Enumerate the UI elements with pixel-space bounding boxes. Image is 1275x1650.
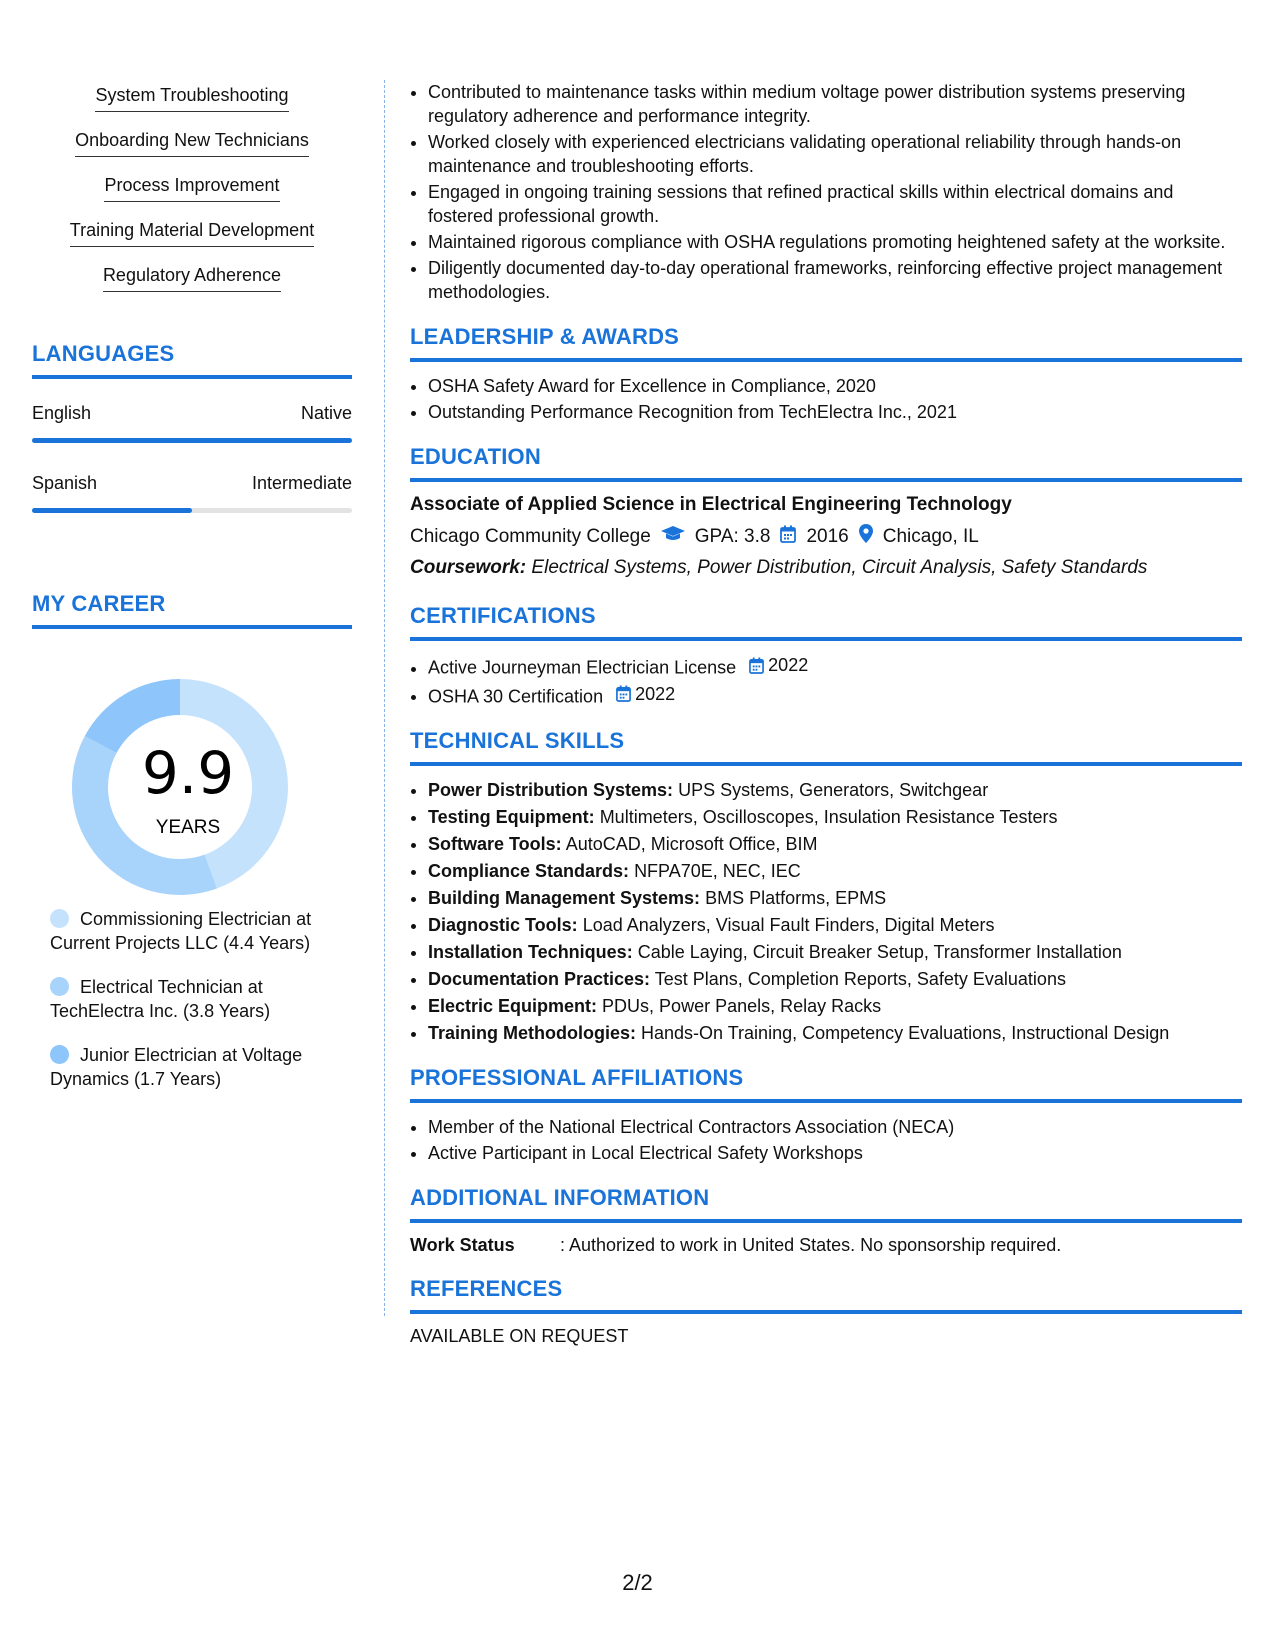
certifications-section — [410, 603, 1242, 708]
skill-values: NFPA70E, NEC, IEC — [634, 861, 801, 881]
language-bar-fill — [32, 438, 352, 443]
additional-info-title: ADDITIONAL INFORMATION — [410, 1185, 1242, 1223]
legend-dot — [50, 909, 69, 928]
calendar-icon — [780, 525, 796, 549]
certification-item — [428, 682, 1242, 709]
page-number: 2/2 — [622, 1570, 653, 1595]
skills-list — [32, 84, 352, 309]
language-bar — [32, 508, 352, 513]
technical-skills-section — [410, 728, 1242, 1045]
career-total-years: 9.9 — [141, 739, 235, 807]
legend-item — [50, 975, 330, 1023]
affiliations-section — [410, 1065, 1242, 1165]
calendar-icon — [616, 685, 631, 702]
certification-name: Active Journeyman Electrician License — [428, 657, 737, 678]
technical-skill-item — [428, 913, 1242, 937]
career-donut-chart — [32, 667, 352, 907]
technical-skill-item — [428, 940, 1242, 964]
awards-title: LEADERSHIP & AWARDS — [410, 324, 1242, 362]
certifications-title: CERTIFICATIONS — [410, 603, 1242, 641]
references-title: REFERENCES — [410, 1276, 1242, 1314]
award-item: • Outstanding Performance Recognition from TechElectra Inc., 2021 — [428, 400, 1242, 424]
certifications-list — [410, 653, 1242, 708]
skill-item: Process Improvement — [104, 174, 279, 202]
references-text: AVAILABLE ON REQUEST — [410, 1326, 629, 1346]
education-section — [410, 444, 1242, 579]
additional-info-section — [410, 1185, 1242, 1256]
skill-values: Multimeters, Oscilloscopes, Insulation Resistance Testers — [599, 807, 1058, 827]
affiliations-list — [410, 1115, 1242, 1165]
career-title: MY CAREER — [32, 591, 352, 629]
languages-title: LANGUAGES — [32, 341, 352, 379]
language-level: Intermediate — [251, 473, 352, 493]
references-section — [410, 1276, 1242, 1347]
skill-category: Diagnostic Tools: — [428, 915, 578, 935]
experience-bullet: • Engaged in ongoing training sessions that refined practical skills within electrical domains and fostered professional growth. — [428, 180, 1242, 228]
technical-skill-item — [428, 967, 1242, 991]
skill-values: Cable Laying, Circuit Breaker Setup, Transformer Installation — [637, 942, 1122, 962]
language-row — [32, 473, 352, 494]
legend-label: Electrical Technician at TechElectra Inc. (3.8 Years) — [50, 977, 271, 1021]
language-row — [32, 403, 352, 424]
certification-year: 2022 — [635, 683, 676, 704]
skill-values: Load Analyzers, Visual Fault Finders, Digital Meters — [582, 915, 995, 935]
skill-values: AutoCAD, Microsoft Office, BIM — [565, 834, 818, 854]
skill-category: Power Distribution Systems: — [428, 780, 674, 800]
language-bar — [32, 438, 352, 443]
skill-category: Training Methodologies: — [428, 1023, 636, 1043]
skill-item: Onboarding New Technicians — [75, 129, 309, 157]
career-legend — [32, 907, 352, 1091]
technical-skills-list — [410, 778, 1242, 1045]
skill-item: Training Material Development — [70, 219, 314, 247]
language-level: Native — [300, 403, 352, 423]
skill-category: Building Management Systems: — [428, 888, 701, 908]
left-column — [32, 84, 352, 1111]
affiliation-item: • Active Participant in Local Electrical Safety Workshops — [428, 1141, 1242, 1165]
skill-category: Software Tools: — [428, 834, 562, 854]
legend-item — [50, 907, 330, 955]
column-divider — [384, 80, 385, 1316]
legend-label: Junior Electrician at Voltage Dynamics (1.7 Years) — [50, 1045, 303, 1089]
technical-skill-item — [428, 994, 1242, 1018]
award-item: • OSHA Safety Award for Excellence in Compliance, 2020 — [428, 374, 1242, 398]
technical-skill-item — [428, 859, 1242, 883]
skill-category: Documentation Practices: — [428, 969, 651, 989]
certification-item — [428, 653, 1242, 680]
skill-category: Testing Equipment: — [428, 807, 595, 827]
education-location: Chicago, IL — [882, 525, 979, 547]
skill-values: UPS Systems, Generators, Switchgear — [678, 780, 989, 800]
skill-item: System Troubleshooting — [95, 84, 288, 112]
affiliation-item: • Member of the National Electrical Contractors Association (NECA) — [428, 1115, 1242, 1139]
technical-skills-title: TECHNICAL SKILLS — [410, 728, 1242, 766]
work-status-value: : Authorized to work in United States. No sponsorship required. — [560, 1235, 1062, 1255]
technical-skill-item — [428, 832, 1242, 856]
legend-dot — [50, 977, 69, 996]
experience-bullets — [410, 80, 1242, 304]
language-bar-fill — [32, 508, 192, 513]
legend-label: Commissioning Electrician at Current Projects LLC (4.4 Years) — [50, 909, 312, 953]
education-school: Chicago Community College — [410, 525, 651, 547]
education-coursework — [410, 557, 1242, 579]
coursework-label: Coursework: — [410, 557, 527, 578]
language-name: Spanish — [32, 473, 98, 493]
education-degree: Associate of Applied Science in Electrical Engineering Technology — [410, 494, 1012, 515]
skill-item: Regulatory Adherence — [103, 264, 281, 292]
experience-bullet: • Diligently documented day-to-day operational frameworks, reinforcing effective project management methodologies. — [428, 256, 1242, 304]
skill-values: Test Plans, Completion Reports, Safety Evaluations — [654, 969, 1066, 989]
affiliations-title: PROFESSIONAL AFFILIATIONS — [410, 1065, 1242, 1103]
awards-section — [410, 324, 1242, 424]
awards-list — [410, 374, 1242, 424]
skill-category: Electric Equipment: — [428, 996, 598, 1016]
experience-bullet: • Worked closely with experienced electricians validating operational reliability through hands-on maintenance and troubleshooting efforts. — [428, 130, 1242, 178]
certification-year: 2022 — [768, 655, 809, 675]
certification-name: OSHA 30 Certification — [428, 686, 604, 706]
calendar-icon — [749, 657, 764, 674]
career-section — [32, 591, 352, 1091]
legend-item — [50, 1043, 330, 1091]
work-status-label: Work Status — [410, 1235, 515, 1255]
education-gpa: GPA: 3.8 — [694, 525, 771, 547]
right-column — [410, 80, 1242, 1347]
experience-bullet: • Maintained rigorous compliance with OSHA regulations promoting heightened safety at the worksite. — [428, 230, 1242, 254]
skill-values: PDUs, Power Panels, Relay Racks — [602, 996, 882, 1016]
work-status-row — [410, 1235, 1242, 1256]
education-year: 2016 — [806, 525, 849, 547]
career-total-unit: YEARS — [155, 817, 221, 838]
technical-skill-item — [428, 778, 1242, 802]
languages-section — [32, 341, 352, 513]
language-name: English — [32, 403, 92, 423]
technical-skill-item — [428, 1021, 1242, 1045]
skill-category: Installation Techniques: — [428, 942, 633, 962]
experience-bullet: • Contributed to maintenance tasks within medium voltage power distribution systems preserving regulatory adherence and performance integrity. — [428, 80, 1242, 128]
legend-dot — [50, 1045, 69, 1064]
location-pin-icon — [859, 524, 873, 549]
education-details — [410, 524, 1242, 549]
skill-values: Hands-On Training, Competency Evaluations, Instructional Design — [641, 1023, 1170, 1043]
skill-values: BMS Platforms, EPMS — [705, 888, 887, 908]
skill-category: Compliance Standards: — [428, 861, 630, 881]
education-title: EDUCATION — [410, 444, 1242, 482]
technical-skill-item — [428, 886, 1242, 910]
coursework-value: Electrical Systems, Power Distribution, Circuit Analysis, Safety Standards — [531, 557, 1148, 578]
graduation-cap-icon — [661, 526, 685, 548]
technical-skill-item — [428, 805, 1242, 829]
